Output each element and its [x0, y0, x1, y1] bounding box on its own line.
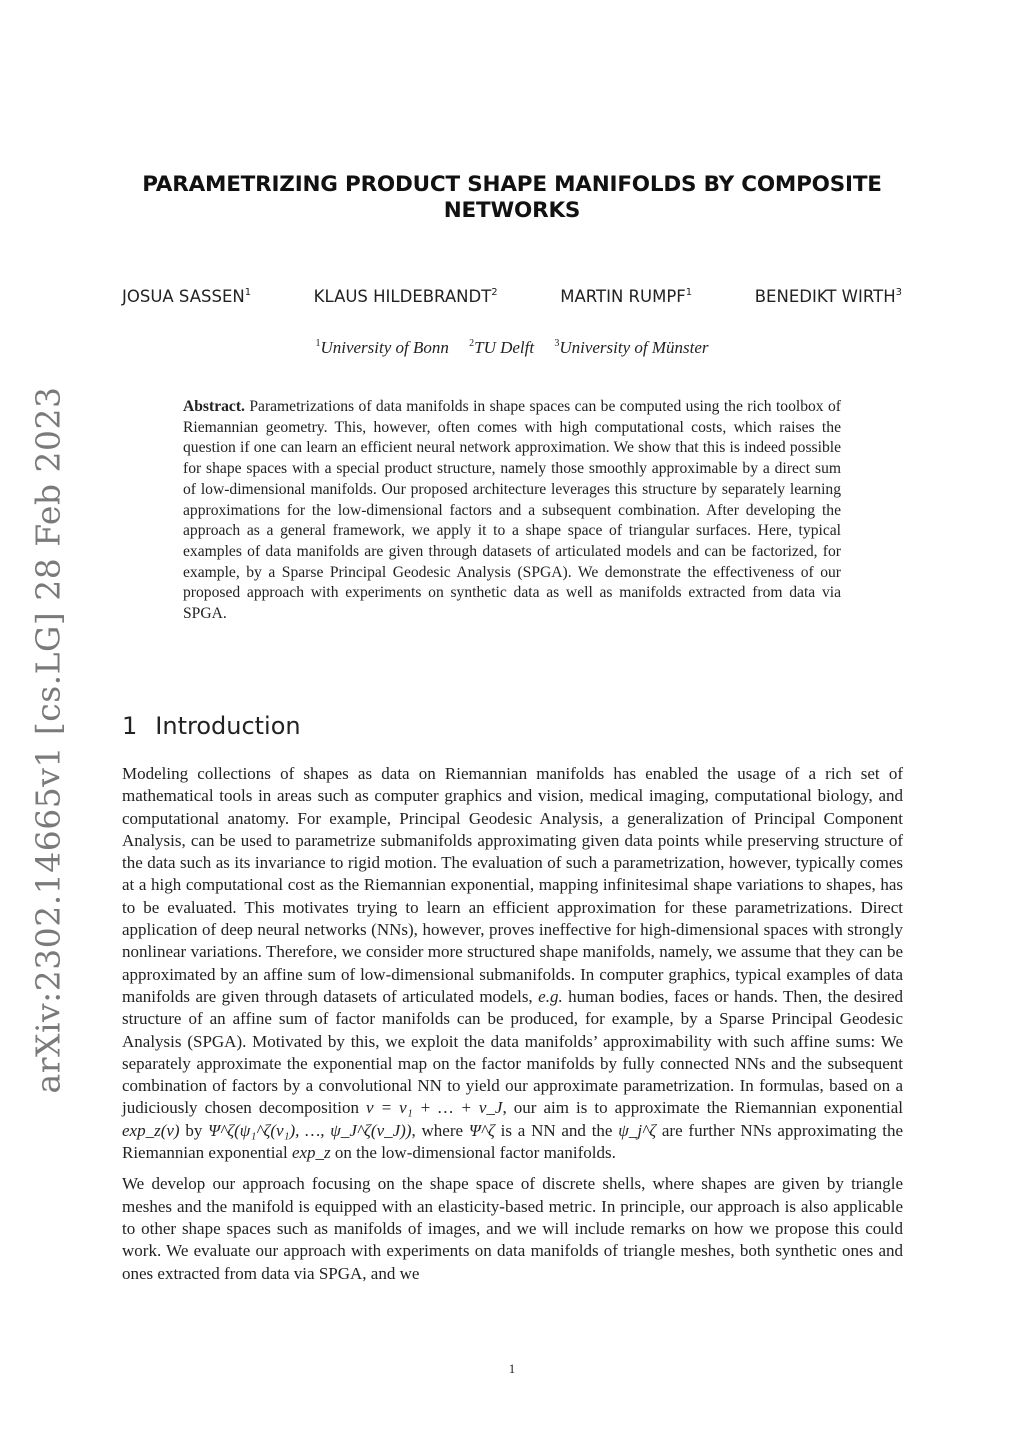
introduction-body [122, 763, 903, 1294]
author: JOSUA SASSEN$^1$ [122, 287, 252, 306]
abstract-text: Parametrizations of data manifolds in shape spaces can be computed using the rich toolbox of Riemannian geometry. This, however, often comes with high computational costs, which raises the question if one can learn an efficient neural network approximation. We show that this is indeed possible for shape spaces with a special product structure, namely those smoothly approximable by a direct sum of low-dimensional manifolds. Our proposed architecture leverages this structure by separately learning approximations for the low-dimensional factors and a subsequent combination. After developing the approach as a general framework, we apply it to a shape space of triangular surfaces. Here, typical examples of data manifolds are given through datasets of articulated models and can be factorized, for example, by a Sparse Principal Geodesic Analysis (SPGA). We demonstrate the effectiveness of our proposed approach with experiments on synthetic data as well as manifolds extracted from data via SPGA. [183, 398, 841, 623]
page-number: 1 [508, 1361, 516, 1376]
section-heading-introduction [122, 712, 301, 740]
math-inline: Ψ^ζ [468, 1120, 495, 1140]
abstract: Abstract. Parametrizations of data manifolds in shape spaces can be computed using the rich toolbox of Riemannian geometry. This, however, often comes with high computational costs, which raises the question if one can learn an efficient neural network approximation. We show that this is indeed possible for shape spaces with a special product structure, namely those smoothly approximable by a direct sum of low-dimensional manifolds. Our proposed architecture leverages this structure by separately learning approximations for the low-dimensional factors and a subsequent combination. After developing the approach as a general framework, we apply it to a shape space of triangular surfaces. Here, typical examples of data manifolds are given through datasets of articulated models and can be factorized, for example, by a Sparse Principal Geodesic Analysis (SPGA). We demonstrate the effectiveness of our proposed approach with experiments on synthetic data as well as manifolds extracted from data via SPGA. [183, 398, 841, 623]
section-number: 1 [122, 712, 138, 740]
math-inline: exp_z [291, 1143, 331, 1163]
section-title: Introduction [155, 712, 301, 740]
affiliation: $^3$University of Münster [554, 338, 709, 357]
paper-title: PARAMETRIZING PRODUCT SHAPE MANIFOLDS BY COMPOSITE NETWORKS [142, 172, 882, 223]
author-list [122, 287, 902, 306]
arxiv-id-text: arXiv:2302.14665v1 [cs.LG] 28 Feb 2023 [28, 386, 68, 1094]
author: MARTIN RUMPF$^1$ [560, 287, 693, 306]
author: BENEDIKT WIRTH$^3$ [754, 287, 902, 306]
math-inline: Ψ^ζ(ψ₁^ζ(v₁), …, ψ_J^ζ(v_J)) [208, 1120, 412, 1140]
math-inline: exp_z(v) [122, 1120, 180, 1140]
paragraph: We develop our approach focusing on the shape space of discrete shells, where shapes are given by triangle meshes and the manifold is equipped with an elasticity-based metric. In principle, our approach is also applicable to other shape spaces such as manifolds of images, and we will include remarks on how we propose this could work. We evaluate our approach with experiments on data manifolds of triangle meshes, both synthetic ones and ones extracted from data via SPGA, and we [122, 1174, 903, 1283]
author: KLAUS HILDEBRANDT$^2$ [313, 287, 498, 306]
affiliation-list [122, 338, 902, 358]
math-inline: v = v₁ + … + v_J [366, 1098, 503, 1118]
math-inline: ψ_j^ζ [618, 1120, 657, 1140]
affiliation: $^2$TU Delft [469, 338, 535, 357]
affiliation: $^1$University of Bonn [315, 338, 449, 357]
paragraph: Modeling collections of shapes as data on Riemannian manifolds has enabled the usage of a rich set of mathematical tools in areas such as computer graphics and vision, medical imaging, computational biology, and computational anatomy. For example, Principal Geodesic Analysis, a generalization of Principal Component Analysis, can be used to parametrize submanifolds approximating given data points while preserving structure of the data such as its invariance to rigid motion. The evaluation of such a parametrization, however, typically comes at a high computational cost as the Riemannian exponential, mapping infinitesimal shape variations to shapes, has to be evaluated. This motivates trying to learn an efficient approximation for these parametrizations. Direct application of deep neural networks (NNs), however, proves ineffective for high-dimensional spaces with strongly nonlinear variations. Therefore, we consider more structured shape manifolds, namely, we assume that they can be approximated by an affine sum of low-dimensional submanifolds. In computer graphics, typical examples of data manifolds are given through datasets of articulated models, e.g. human bodies, faces or hands. Then, the desired structure of an affine sum of factor manifolds can be produced, for example, by a Sparse Principal Geodesic Analysis (SPGA). Motivated by this, we exploit the data manifolds’ approximability with such affine sums: We separately approximate the exponential map on the factor manifolds by fully connected NNs and the subsequent combination of factors by a convolutional NN to yield our approximate parametrization. In formulas, based on a judiciously chosen decomposition v = v₁ + … + v_J, our aim is to approximate the Riemannian exponential exp_z(v) by Ψ^ζ(ψ₁^ζ(v₁), …, ψ_J^ζ(v_J)), where Ψ^ζ is a NN and the ψ_j^ζ are further NNs approximating the Riemannian exponential exp_z on the low-dimensional factor manifolds. [122, 764, 904, 1163]
abstract-label: Abstract [183, 398, 242, 415]
